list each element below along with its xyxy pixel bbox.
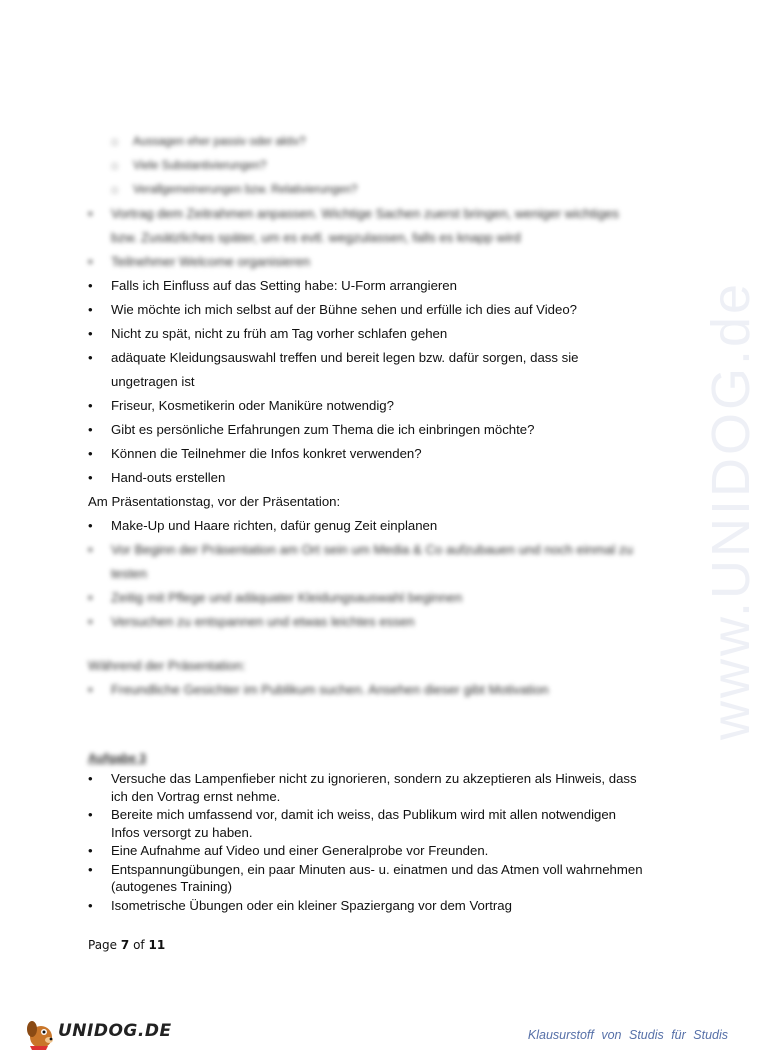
bullet-icon: • [88,861,93,877]
bullet-icon: • [88,542,93,557]
bullet-item: • Bereite mich umfassend vor, damit ich weiss, das Publikum wird mit allen notwendigen Infos versorgt zu haben. [88,807,617,840]
bullet-icon: • [88,350,93,365]
task-heading: Aufgabe 3 [88,751,147,765]
bullet-item: • Nicht zu spät, nicht zu früh am Tag vorher schlafen gehen [88,322,648,346]
unidog-logo: UNIDOG.DE [24,1015,164,1051]
sub-bullet-marker-icon: □ [112,185,118,195]
bullet-item: • Vor Beginn der Präsentation am Ort sein um Media & Co aufzubauen und noch einmal zu testen [88,538,648,586]
sub-bullet: □ Verallgemeinerungen bzw. Relativierungen? [88,178,648,202]
bullet-item: • Friseur, Kosmetikerin oder Maniküre notwendig? [88,394,648,418]
bullet-icon: • [88,326,93,341]
bullet-item: • Freundliche Gesichter im Publikum suchen. Ansehen dieser gibt Motivation [88,678,648,702]
bullet-item: • Isometrische Übungen oder ein kleiner Spaziergang vor dem Vortrag [88,897,512,913]
document-body [88,130,648,915]
bullet-icon: • [88,843,93,858]
bullet-icon: • [88,614,93,629]
sub-bullet-marker-icon: □ [112,161,118,171]
bullet-item: • Zeitig mit Pflege und adäquater Kleidungsauswahl beginnen [88,586,648,610]
bullet-item: • Falls ich Einfluss auf das Setting habe: U-Form arrangieren [88,274,648,298]
bullet-item: • Versuchen zu entspannen und etwas leichtes essen [88,610,648,634]
bullet-icon: • [88,254,93,269]
bullet-icon: • [88,470,93,485]
sub-bullet: □ Viele Substantivierungen? [88,154,648,178]
bullet-item: • Gibt es persönliche Erfahrungen zum Thema die ich einbringen möchte? [88,418,648,442]
bullet-item: • Make-Up und Haare richten, dafür genug Zeit einplanen [88,514,648,538]
bullet-item: • Entspannungübungen, ein paar Minuten aus- u. einatmen und das Atmen voll wahrnehmen (autogenes Training) [88,861,643,894]
bullet-icon: • [88,278,93,293]
bullet-icon: • [88,398,93,413]
bullet-icon: • [88,446,93,461]
bullet-item: • Können die Teilnehmer die Infos konkret verwenden? [88,442,648,466]
tagline: Klausurstoff von Studis für Studis [527,1028,728,1042]
bullet-icon: • [88,206,93,221]
bullet-item: • Eine Aufnahme auf Video und einer Generalprobe vor Freunden. [88,843,489,858]
bullet-icon: • [88,590,93,605]
bullet-icon: • [88,897,93,913]
section-heading-presentation-day: Am Präsentationstag, vor der Präsentation: [88,494,341,509]
bullet-icon: • [88,422,93,437]
bullet-item: • Versuche das Lampenfieber nicht zu ignorieren, sondern zu akzeptieren als Hinweis, dass ich den Vortrag ernst nehme. [88,771,637,804]
bullet-item: • Teilnehmer Welcome organisieren [88,250,648,274]
bullet-item: • adäquate Kleidungsauswahl treffen und bereit legen bzw. dafür sorgen, dass sie ungetragen ist [88,346,648,394]
dog-mascot-icon [24,1015,58,1051]
sub-bullet-marker-icon: □ [112,137,118,147]
bullet-icon: • [88,518,93,533]
section-heading-during: Während der Präsentation: [88,658,246,673]
bullet-item: • Wie möchte ich mich selbst auf der Bühne sehen und erfülle ich dies auf Video? [88,298,648,322]
page-number: Page 7 of 11 [88,938,166,952]
bullet-item: • Vortrag dem Zeitrahmen anpassen. Wichtige Sachen zuerst bringen, weniger wichtiges bzw. Zusätzliches später, um es evtl. wegzulassen, falls es knapp wird [88,202,648,250]
bullet-item: • Hand-outs erstellen [88,466,648,490]
bullet-icon: • [88,302,93,317]
bullet-icon: • [88,771,93,786]
bullet-icon: • [88,682,93,697]
bullet-icon: • [88,807,93,822]
watermark: www.UNIDOG.de [701,280,761,740]
sub-bullet: □ Aussagen eher passiv oder aktiv? [88,130,648,154]
